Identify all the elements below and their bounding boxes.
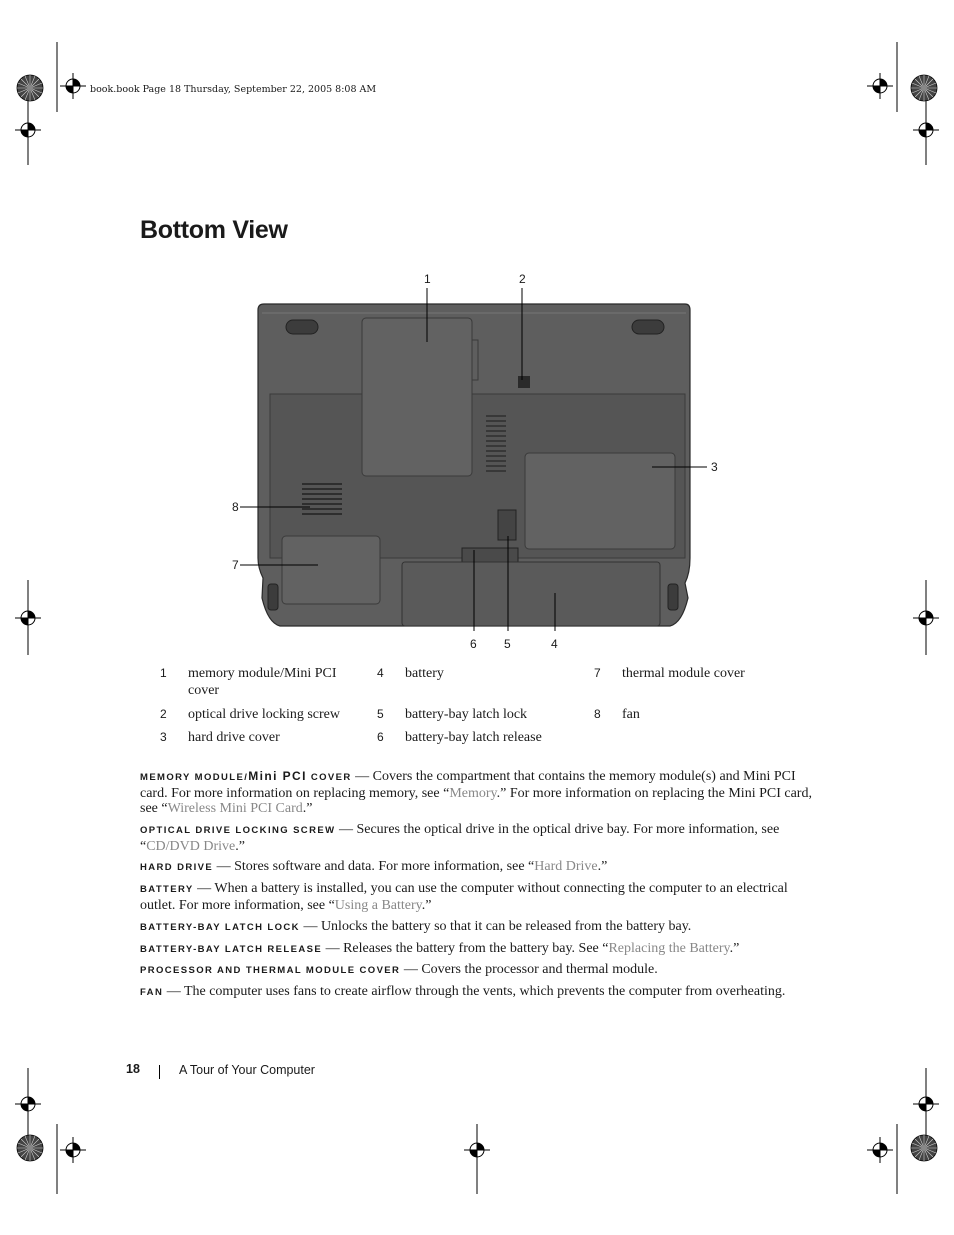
link-wireless-mini-pci-card[interactable]: Wireless Mini PCI Card bbox=[167, 801, 303, 816]
desc-hard-drive: HARD DRIVE — Stores software and data. For more information, see “Hard Drive.” bbox=[140, 859, 608, 874]
term: HARD DRIVE bbox=[140, 862, 214, 873]
desc-processor-thermal-cover: PROCESSOR AND THERMAL MODULE COVER — Covers the processor and thermal module. bbox=[140, 962, 658, 977]
term: OPTICAL DRIVE LOCKING SCREW bbox=[140, 825, 336, 836]
legend-label-cont: cover bbox=[188, 683, 220, 698]
legend-label: thermal module cover bbox=[622, 666, 745, 681]
legend-label: fan bbox=[622, 707, 640, 722]
link-hard-drive[interactable]: Hard Drive bbox=[534, 859, 598, 874]
footer-section-title: A Tour of Your Computer bbox=[179, 1063, 315, 1077]
legend-label: battery-bay latch lock bbox=[405, 707, 528, 722]
desc-battery-latch-release: BATTERY-BAY LATCH RELEASE — Releases the battery from the battery bay. See “Replacing the Battery.” bbox=[140, 941, 740, 956]
callout-8: 8 bbox=[232, 500, 239, 514]
legend-num: 6 bbox=[377, 730, 384, 744]
print-slug: book.book Page 18 Thursday, September 22, 2005 8:08 AM bbox=[90, 84, 377, 95]
desc-optical-drive-screw: OPTICAL DRIVE LOCKING SCREW — Secures the optical drive in the optical drive bay. For more information, see “CD/DVD Drive.” bbox=[140, 822, 780, 854]
legend-label: battery-bay latch release bbox=[405, 730, 542, 745]
callout-3: 3 bbox=[711, 460, 718, 474]
term: PROCESSOR AND THERMAL MODULE COVER bbox=[140, 965, 401, 976]
page-number: 18 bbox=[126, 1062, 140, 1076]
legend-num: 7 bbox=[594, 666, 601, 680]
link-using-a-battery[interactable]: Using a Battery bbox=[334, 897, 422, 913]
link-replacing-the-battery[interactable]: Replacing the Battery bbox=[608, 941, 730, 956]
callout-legend bbox=[0, 665, 954, 755]
legend-label: battery bbox=[405, 666, 444, 681]
link-memory[interactable]: Memory bbox=[449, 785, 497, 801]
legend-label: optical drive locking screw bbox=[188, 707, 341, 722]
callout-6: 6 bbox=[470, 637, 477, 651]
footer-divider bbox=[159, 1065, 160, 1079]
desc-battery-latch-lock: BATTERY-BAY LATCH LOCK — Unlocks the battery so that it can be released from the battery bay. bbox=[140, 919, 692, 934]
desc-memory-module: MEMORY MODULE/Mini PCI COVER — Covers the compartment that contains the memory module(s) and Mini PCI card. For more information on replacing memory, see “Memory.” For more information on replacing the Mini PCI card, see “Wireless Mini PCI Card.” bbox=[140, 769, 812, 816]
callout-5: 5 bbox=[504, 637, 511, 651]
legend-num: 2 bbox=[160, 707, 167, 721]
callout-4: 4 bbox=[551, 637, 558, 651]
laptop-bottom-figure bbox=[230, 268, 730, 651]
callout-1: 1 bbox=[424, 272, 431, 286]
callout-2: 2 bbox=[519, 272, 526, 286]
legend-num: 3 bbox=[160, 730, 167, 744]
term: FAN bbox=[140, 987, 164, 998]
legend-label: hard drive cover bbox=[188, 730, 280, 745]
desc-battery: BATTERY — When a battery is installed, you can use the computer without connecting the computer to an electrical outlet. For more information, see “Using a Battery.” bbox=[140, 881, 788, 913]
legend-label: memory module/Mini PCI bbox=[188, 666, 337, 681]
legend-num: 4 bbox=[377, 666, 384, 680]
legend-num: 1 bbox=[160, 666, 167, 680]
page-title: Bottom View bbox=[140, 216, 288, 244]
link-cd-dvd-drive[interactable]: CD/DVD Drive bbox=[146, 838, 236, 854]
legend-num: 5 bbox=[377, 707, 384, 721]
term: MEMORY MODULE/Mini PCI COVER bbox=[140, 769, 352, 783]
term: BATTERY-BAY LATCH LOCK bbox=[140, 922, 300, 933]
legend-num: 8 bbox=[594, 707, 601, 721]
term: BATTERY-BAY LATCH RELEASE bbox=[140, 944, 323, 955]
term: BATTERY bbox=[140, 884, 194, 895]
desc-fan: FAN — The computer uses fans to create airflow through the vents, which prevents the computer from overheating. bbox=[140, 984, 786, 999]
laptop-bottom-illustration bbox=[230, 268, 730, 648]
callout-7: 7 bbox=[232, 558, 239, 572]
